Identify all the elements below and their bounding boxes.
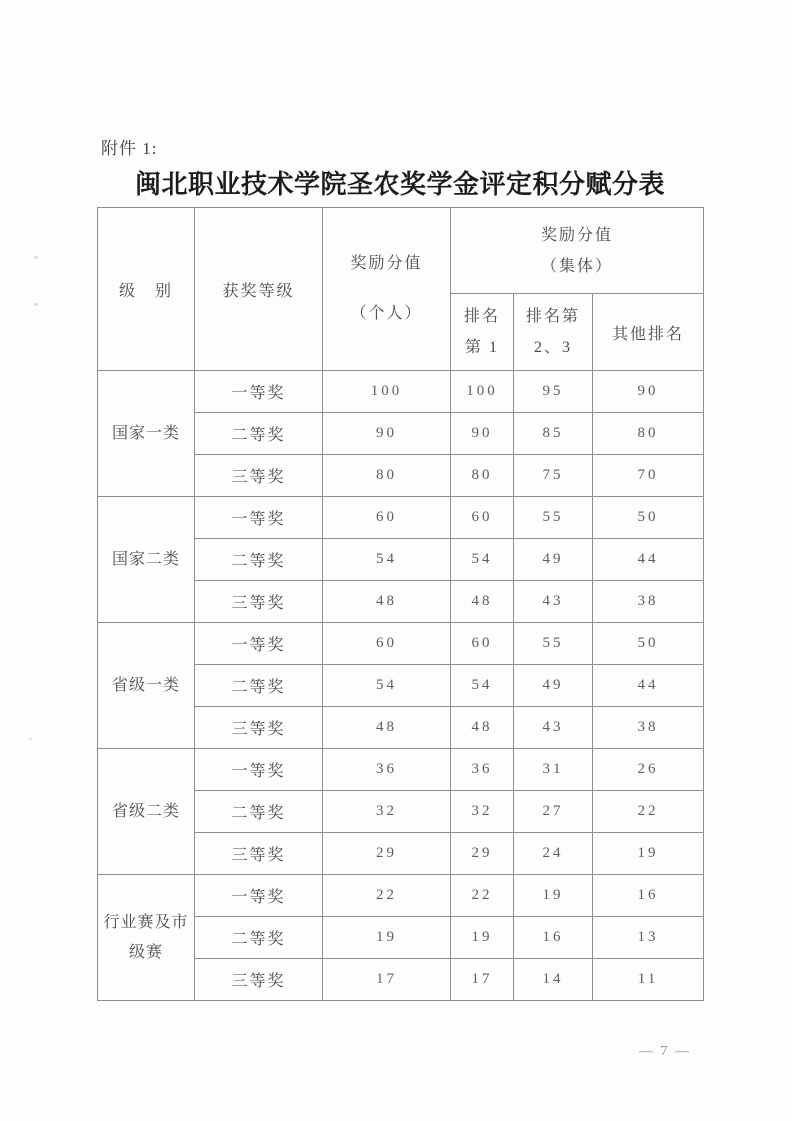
rank23-score-cell: 31 xyxy=(514,749,593,791)
other-rank-score-cell: 90 xyxy=(593,371,704,413)
header-rank-1 xyxy=(451,294,514,371)
grade-cell: 二等奖 xyxy=(195,665,323,707)
rank23-score-cell: 55 xyxy=(514,497,593,539)
other-rank-score-cell: 44 xyxy=(593,539,704,581)
table-row xyxy=(98,371,704,413)
other-rank-score-cell: 50 xyxy=(593,623,704,665)
rank23-score-cell: 14 xyxy=(514,959,593,1001)
header-rank-2-3-line1: 排名第 xyxy=(525,308,580,325)
header-award-grade: 获奖等级 xyxy=(195,208,323,371)
rank23-score-cell: 43 xyxy=(514,581,593,623)
individual-score-cell: 48 xyxy=(323,581,451,623)
header-individual-score-line1: 奖励分值 xyxy=(350,255,423,272)
header-rank-2-3 xyxy=(514,294,593,371)
rank23-score-cell: 55 xyxy=(514,623,593,665)
header-rank-1-line1: 排名 xyxy=(463,308,500,325)
rank23-score-cell: 43 xyxy=(514,707,593,749)
individual-score-cell: 60 xyxy=(323,623,451,665)
grade-cell: 三等奖 xyxy=(195,959,323,1001)
header-individual-score xyxy=(323,208,451,371)
attachment-label: 附件 1: xyxy=(101,139,158,158)
individual-score-cell: 90 xyxy=(323,413,451,455)
individual-score-cell: 22 xyxy=(323,875,451,917)
rank1-score-cell: 60 xyxy=(451,623,514,665)
table-row xyxy=(98,875,704,917)
individual-score-cell: 80 xyxy=(323,455,451,497)
rank1-score-cell: 17 xyxy=(451,959,514,1001)
header-individual-score-line2: （个人） xyxy=(350,305,423,322)
rank1-score-cell: 32 xyxy=(451,791,514,833)
rank1-score-cell: 60 xyxy=(451,497,514,539)
level-cell: 国家一类 xyxy=(98,371,195,497)
individual-score-cell: 48 xyxy=(323,707,451,749)
rank23-score-cell: 85 xyxy=(514,413,593,455)
other-rank-score-cell: 50 xyxy=(593,497,704,539)
scan-artifact xyxy=(29,737,32,740)
individual-score-cell: 29 xyxy=(323,833,451,875)
rank1-score-cell: 80 xyxy=(451,455,514,497)
other-rank-score-cell: 38 xyxy=(593,707,704,749)
scoring-table xyxy=(97,207,704,1001)
individual-score-cell: 17 xyxy=(323,959,451,1001)
rank1-score-cell: 90 xyxy=(451,413,514,455)
level-cell: 国家二类 xyxy=(98,497,195,623)
level-cell: 省级二类 xyxy=(98,749,195,875)
grade-cell: 二等奖 xyxy=(195,413,323,455)
table-header-row-top xyxy=(98,208,704,294)
other-rank-score-cell: 22 xyxy=(593,791,704,833)
individual-score-cell: 54 xyxy=(323,665,451,707)
grade-cell: 二等奖 xyxy=(195,791,323,833)
scan-artifact xyxy=(34,256,38,259)
table-row xyxy=(98,497,704,539)
rank1-score-cell: 22 xyxy=(451,875,514,917)
grade-cell: 三等奖 xyxy=(195,581,323,623)
grade-cell: 一等奖 xyxy=(195,875,323,917)
header-other-rank: 其他排名 xyxy=(593,294,704,371)
header-collective-score-line2: （集体） xyxy=(541,257,614,275)
scan-artifact xyxy=(34,303,38,306)
other-rank-score-cell: 26 xyxy=(593,749,704,791)
rank23-score-cell: 49 xyxy=(514,665,593,707)
rank1-score-cell: 54 xyxy=(451,539,514,581)
rank1-score-cell: 54 xyxy=(451,665,514,707)
individual-score-cell: 32 xyxy=(323,791,451,833)
other-rank-score-cell: 80 xyxy=(593,413,704,455)
other-rank-score-cell: 16 xyxy=(593,875,704,917)
grade-cell: 三等奖 xyxy=(195,833,323,875)
other-rank-score-cell: 13 xyxy=(593,917,704,959)
grade-cell: 一等奖 xyxy=(195,497,323,539)
rank1-score-cell: 19 xyxy=(451,917,514,959)
grade-cell: 三等奖 xyxy=(195,455,323,497)
individual-score-cell: 54 xyxy=(323,539,451,581)
rank23-score-cell: 75 xyxy=(514,455,593,497)
rank23-score-cell: 49 xyxy=(514,539,593,581)
page-title: 闽北职业技术学院圣农奖学金评定积分赋分表 xyxy=(134,169,665,199)
grade-cell: 三等奖 xyxy=(195,707,323,749)
grade-cell: 二等奖 xyxy=(195,539,323,581)
rank1-score-cell: 48 xyxy=(451,581,514,623)
individual-score-cell: 100 xyxy=(323,371,451,413)
header-rank-2-3-line2: 2、3 xyxy=(533,339,572,356)
individual-score-cell: 60 xyxy=(323,497,451,539)
rank23-score-cell: 24 xyxy=(514,833,593,875)
level-cell: 省级一类 xyxy=(98,623,195,749)
grade-cell: 一等奖 xyxy=(195,623,323,665)
grade-cell: 一等奖 xyxy=(195,749,323,791)
rank23-score-cell: 19 xyxy=(514,875,593,917)
grade-cell: 二等奖 xyxy=(195,917,323,959)
individual-score-cell: 19 xyxy=(323,917,451,959)
other-rank-score-cell: 38 xyxy=(593,581,704,623)
other-rank-score-cell: 70 xyxy=(593,455,704,497)
header-collective-score-line1: 奖励分值 xyxy=(541,226,614,244)
table-row xyxy=(98,623,704,665)
grade-cell: 一等奖 xyxy=(195,371,323,413)
header-rank-1-line2: 第 1 xyxy=(464,339,499,356)
rank23-score-cell: 16 xyxy=(514,917,593,959)
other-rank-score-cell: 44 xyxy=(593,665,704,707)
header-level: 级 别 xyxy=(98,208,195,371)
individual-score-cell: 36 xyxy=(323,749,451,791)
rank23-score-cell: 95 xyxy=(514,371,593,413)
rank1-score-cell: 100 xyxy=(451,371,514,413)
rank23-score-cell: 27 xyxy=(514,791,593,833)
rank1-score-cell: 29 xyxy=(451,833,514,875)
rank1-score-cell: 48 xyxy=(451,707,514,749)
level-cell: 行业赛及市级赛 xyxy=(98,875,195,1001)
header-collective-score xyxy=(451,208,704,294)
rank1-score-cell: 36 xyxy=(451,749,514,791)
other-rank-score-cell: 11 xyxy=(593,959,704,1001)
other-rank-score-cell: 19 xyxy=(593,833,704,875)
page-number: — 7 — xyxy=(639,1044,691,1059)
table-row xyxy=(98,749,704,791)
